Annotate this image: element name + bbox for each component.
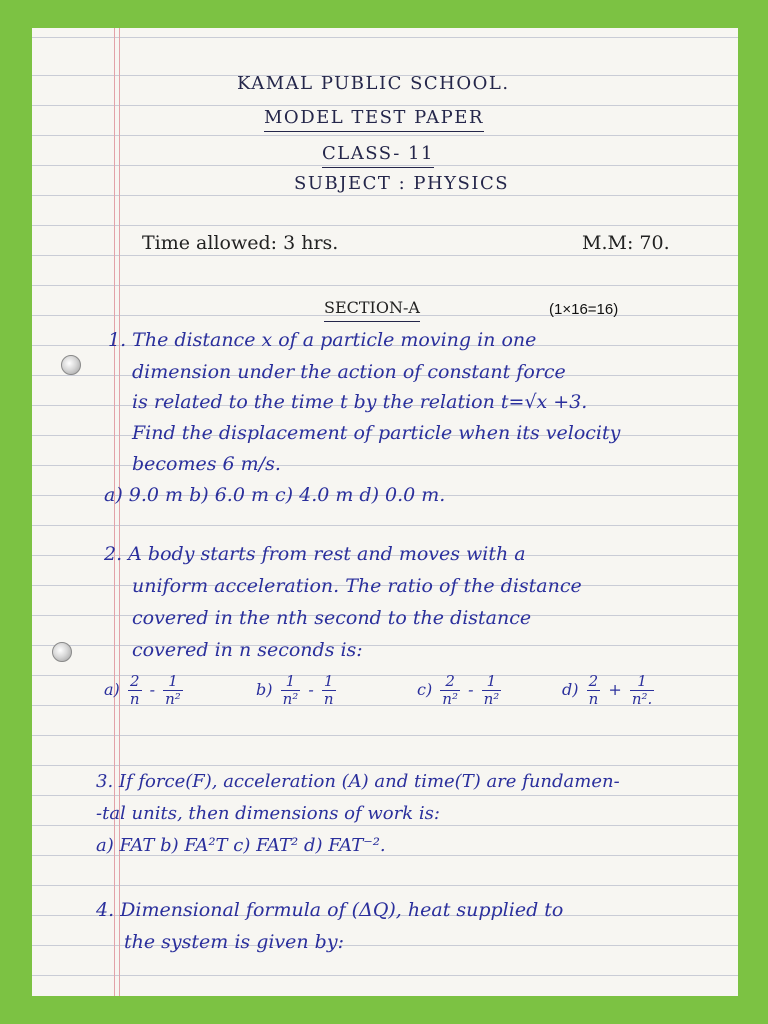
denominator: n²	[165, 690, 181, 708]
q2-line: covered in n seconds is:	[132, 639, 363, 661]
q2-option-b	[256, 673, 339, 708]
denominator: n	[323, 690, 334, 708]
operator: -	[149, 680, 156, 699]
denominator: n	[129, 690, 140, 708]
subject-label: SUBJECT : PHYSICS	[294, 173, 510, 194]
numerator: 2	[128, 673, 142, 691]
q1-line: dimension under the action of constant force	[132, 361, 566, 383]
section-marks: (1×16=16)	[549, 301, 619, 318]
option-label: a)	[104, 680, 120, 699]
operator: +	[608, 680, 622, 699]
punch-hole	[52, 642, 72, 662]
numerator: 2	[587, 673, 601, 691]
fraction	[440, 673, 460, 708]
numerator: 1	[281, 673, 301, 691]
denominator: n².	[631, 690, 653, 708]
q3-options: a) FAT b) FA²T c) FAT² d) FAT⁻².	[96, 835, 386, 856]
option-label: d)	[562, 680, 579, 699]
section-title: SECTION-A	[324, 296, 420, 322]
fraction	[163, 673, 183, 708]
fraction	[322, 673, 336, 708]
q2-line: 2. A body starts from rest and moves with a	[104, 543, 526, 565]
denominator: n²	[483, 690, 500, 708]
q4-line: 4. Dimensional formula of (ΔQ), heat supplied to	[96, 899, 564, 921]
q1-line: becomes 6 m/s.	[132, 453, 281, 475]
fraction	[587, 673, 601, 708]
q4-line: the system is given by:	[124, 931, 344, 953]
operator: -	[308, 680, 314, 699]
numerator: 1	[163, 673, 183, 691]
q1-options: a) 9.0 m b) 6.0 m c) 4.0 m d) 0.0 m.	[104, 484, 446, 506]
fraction	[281, 673, 301, 708]
q2-option-d	[562, 673, 657, 708]
class-label: CLASS- 11	[322, 142, 434, 168]
punch-hole	[61, 355, 81, 375]
paper-title: MODEL TEST PAPER	[264, 106, 484, 132]
q1-line: 1. The distance x of a particle moving in one	[108, 329, 537, 351]
q3-line: 3. If force(F), acceleration (A) and time(T) are fundamen-	[96, 771, 620, 792]
numerator: 1	[630, 673, 654, 691]
denominator: n	[588, 690, 599, 708]
time-allowed: Time allowed: 3 hrs.	[142, 232, 339, 254]
q2-option-a	[104, 673, 186, 708]
operator: -	[468, 680, 474, 699]
option-label: c)	[417, 680, 433, 699]
fraction	[630, 673, 654, 708]
numerator: 2	[440, 673, 460, 691]
q1-line: is related to the time t by the relation t=√x +3.	[132, 391, 588, 413]
q2-line: covered in the nth second to the distance	[132, 607, 532, 629]
denominator: n²	[282, 690, 299, 708]
q1-line: Find the displacement of particle when its velocity	[132, 422, 621, 444]
denominator: n²	[442, 690, 458, 708]
numerator: 1	[322, 673, 336, 691]
numerator: 1	[482, 673, 502, 691]
notebook-page	[32, 28, 738, 996]
q3-line: -tal units, then dimensions of work is:	[96, 803, 440, 824]
school-name: KAMAL PUBLIC SCHOOL.	[237, 73, 510, 94]
fraction	[128, 673, 142, 708]
q2-line: uniform acceleration. The ratio of the distance	[132, 575, 582, 597]
option-label: b)	[256, 680, 273, 699]
max-marks: M.M: 70.	[582, 232, 670, 254]
fraction	[482, 673, 502, 708]
q2-option-c	[417, 673, 504, 708]
